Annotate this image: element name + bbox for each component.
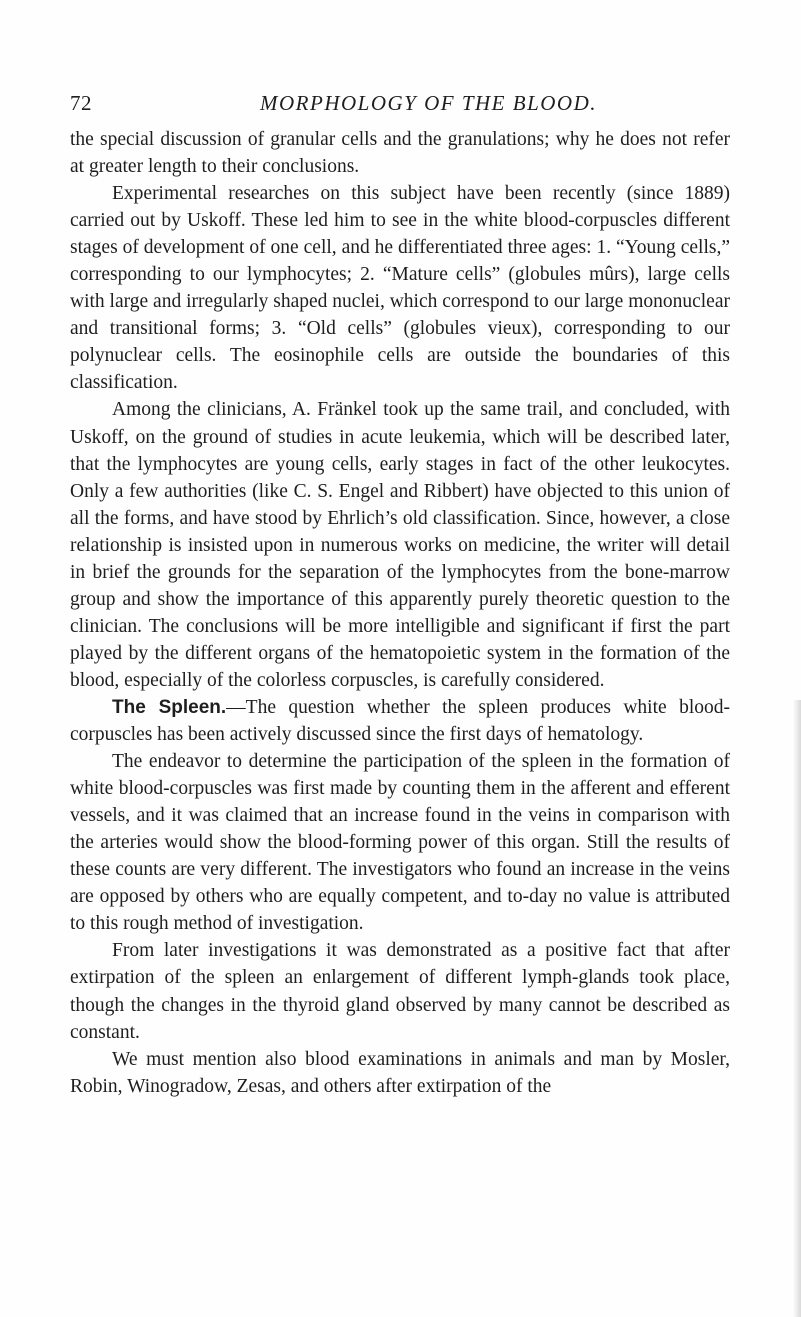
running-header: [70, 88, 730, 118]
section-lead-text: —The question whether the spleen produces white blood-corpuscles has been actively discussed since the first days of hematology.: [70, 696, 730, 746]
paragraph-extirpation: From later investigations it was demonstrated as a positive fact that after extirpation of the spleen an enlargement of different lymph-glands took place, though the changes in the thyroid gland observed by many cannot be described as constant.: [70, 940, 730, 1043]
paragraph-spleen-intro: [70, 694, 730, 748]
paragraph-continued: the special discussion of granular cells and the granulations; why he does not refer at greater length to their conclusions.: [70, 129, 730, 178]
section-heading-spleen: The Spleen.: [112, 696, 227, 718]
page-edge-shadow: [793, 700, 801, 1317]
running-title: MORPHOLOGY OF THE BLOOD.: [260, 91, 598, 115]
paragraph-blood-examinations: We must mention also blood examinations in animals and man by Mosler, Robin, Winogradow, Zesas, and others after extirpation of the: [70, 1048, 730, 1097]
page-number: 72: [70, 91, 92, 115]
body-text: [70, 126, 730, 1100]
paragraph-uskoff: Experimental researches on this subject have been recently (since 1889) carried out by Uskoff. These led him to see in the white blood-corpuscles different stages of development of one cell, and he differentiated three ages: 1. “Young cells,” corresponding to our lymphocytes; 2. “Mature cells” (globules mûrs), large cells with large and irregularly shaped nuclei, which correspond to our large mononuclear and transitional forms; 3. “Old cells” (globules vieux), corresponding to our polynuclear cells. The eosinophile cells are outside the boundaries of this classification.: [70, 183, 730, 394]
paragraph-counting: The endeavor to determine the participation of the spleen in the formation of white blood-corpuscles was first made by counting them in the afferent and efferent vessels, and it was claimed that an increase found in the veins in comparison with the arteries would show the blood-forming power of this organ. Still the results of these counts are very different. The investigators who found an increase in the veins are opposed by others who are equally competent, and to-day no value is attributed to this rough method of investigation.: [70, 751, 730, 935]
paragraph-clinicians: Among the clinicians, A. Fränkel took up the same trail, and concluded, with Uskoff, on the ground of studies in acute leukemia, which will be described later, that the lymphocytes are young cells, early stages in fact of the other leukocytes. Only a few authorities (like C. S. Engel and Ribbert) have objected to this union of all the forms, and have stood by Ehrlich’s old classification. Since, however, a close relationship is insisted upon in numerous works on medicine, the writer will detail in brief the grounds for the separation of the lymphocytes from the bone-marrow group and show the importance of this apparently purely theoretic question to the clinician. The conclusions will be more intelligible and significant if first the part played by the different organs of the hematopoietic system in the formation of the blood, especially of the colorless corpuscles, is carefully considered.: [70, 399, 730, 691]
